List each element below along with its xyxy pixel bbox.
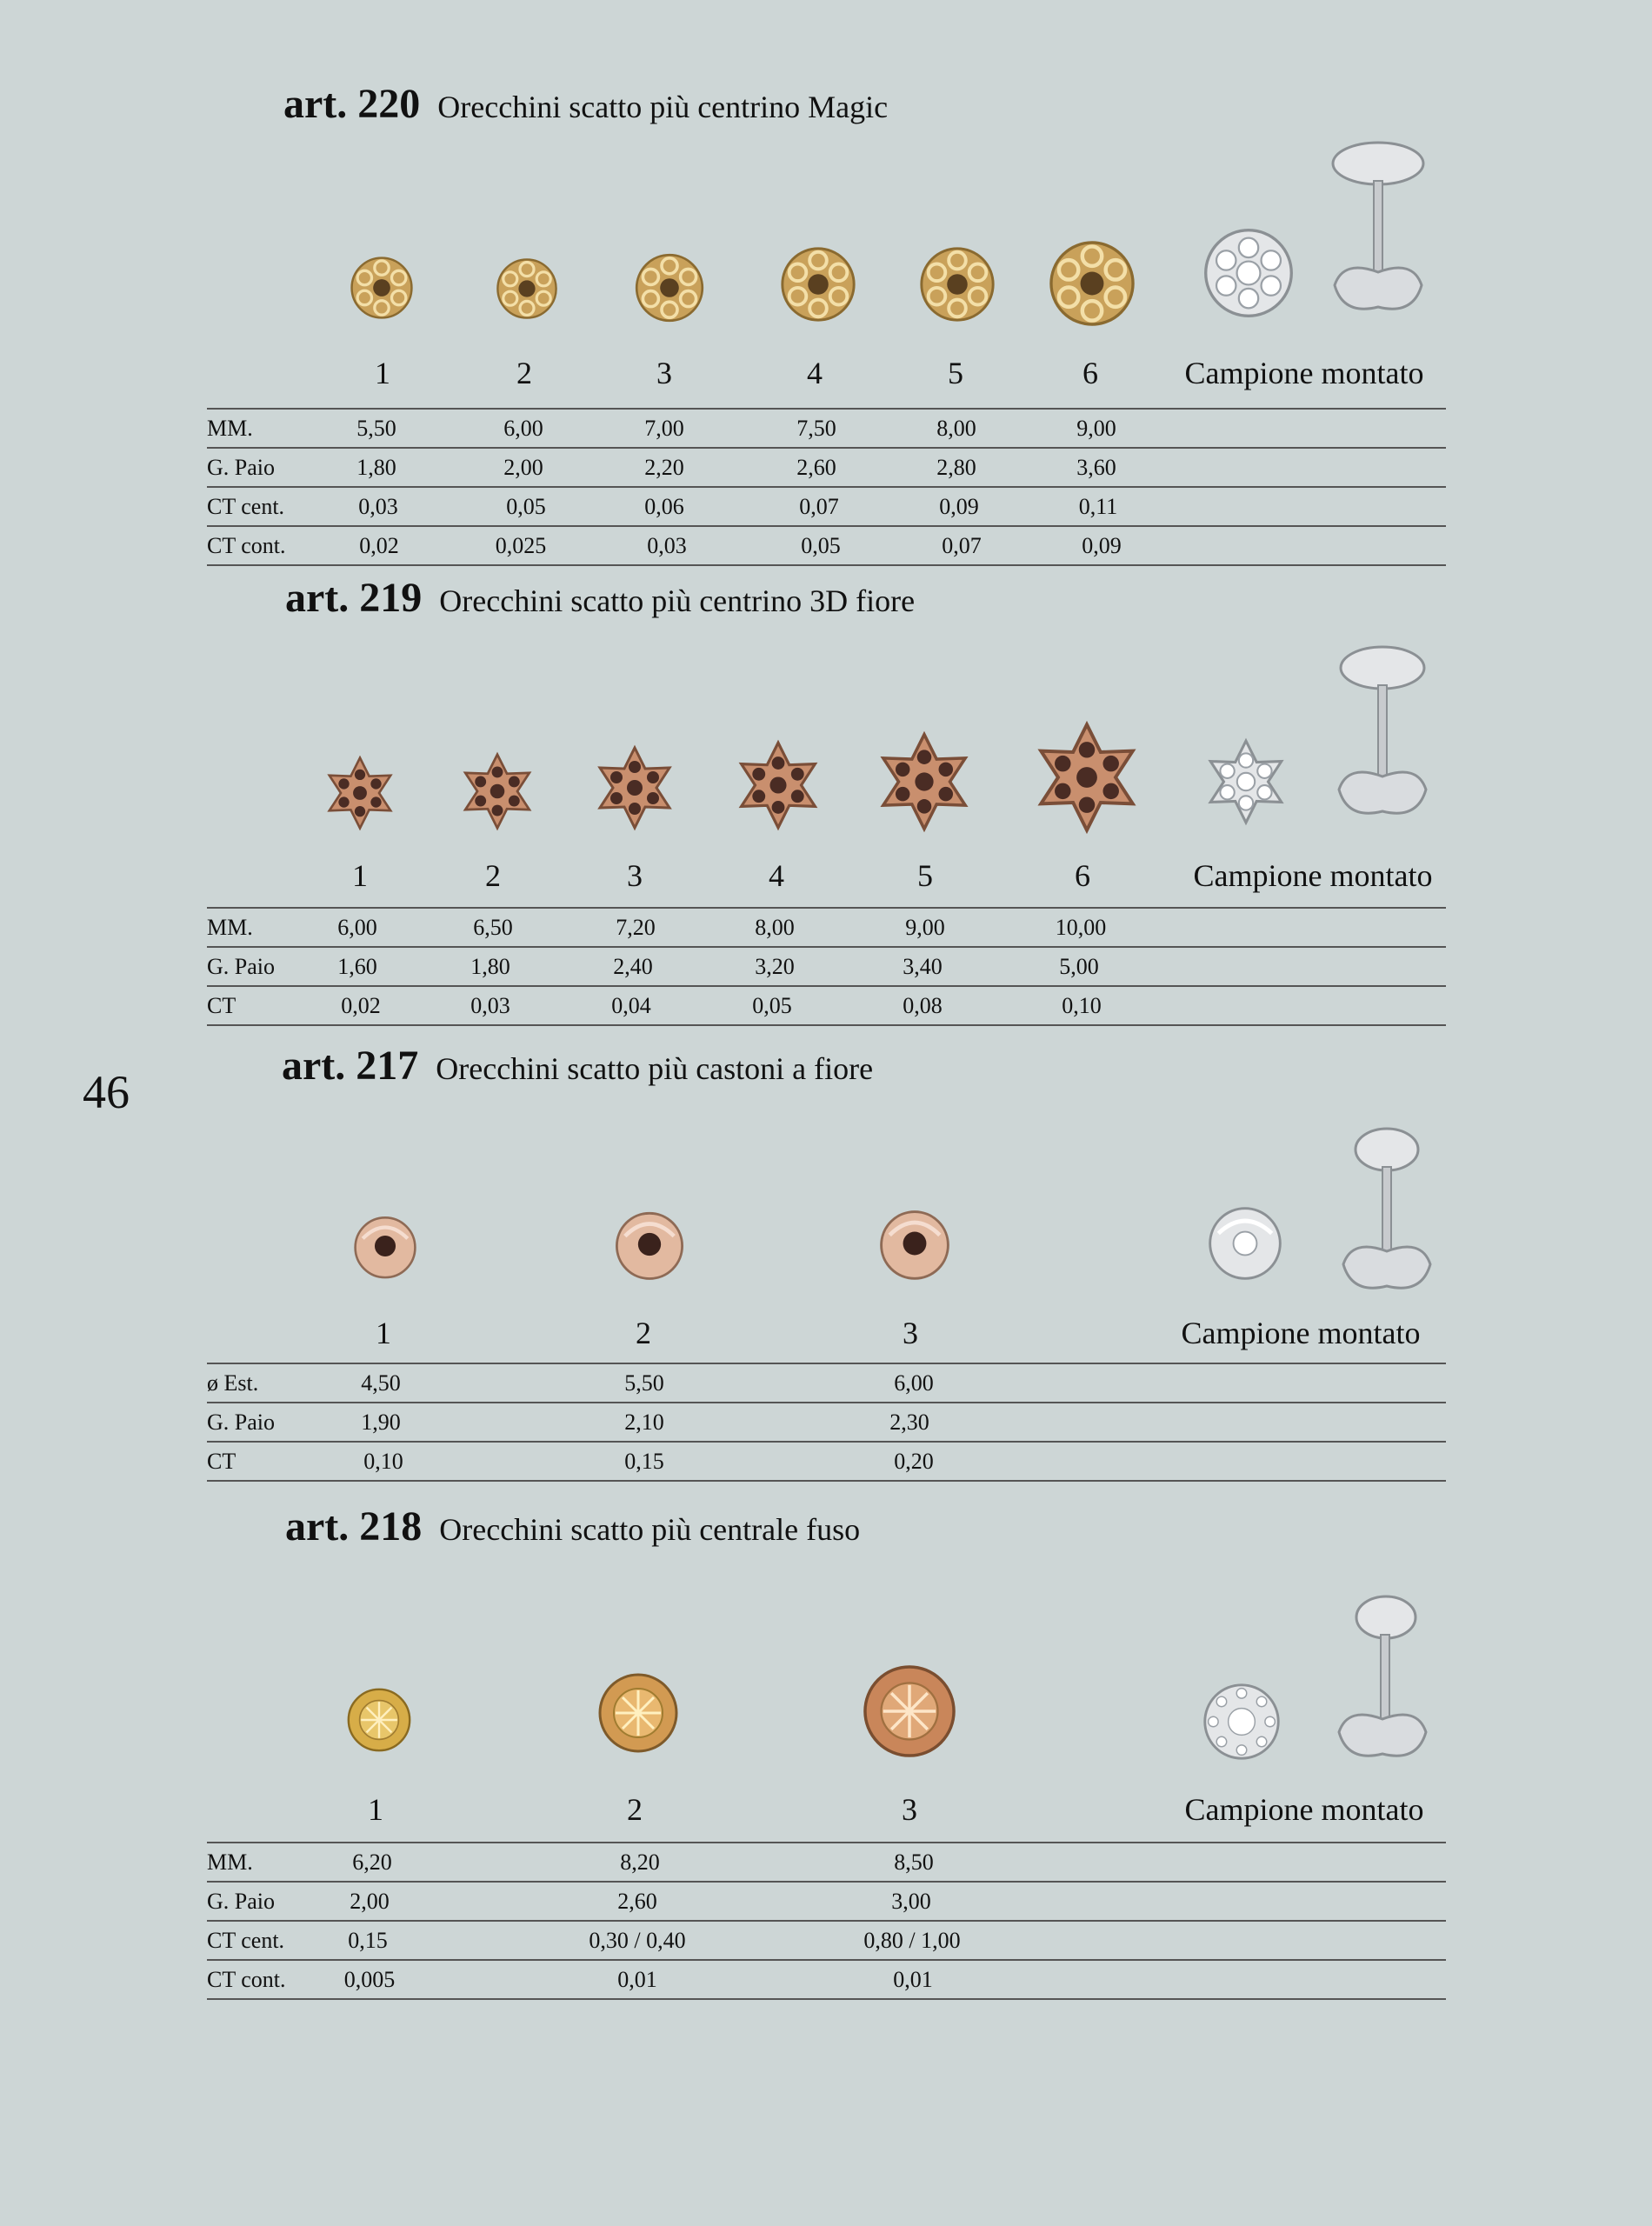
size-label: 3 [902,1792,917,1827]
earring-size-4-image [776,242,861,327]
table-cell: 1,80 [470,954,510,979]
table-cell: 0,07 [942,533,982,558]
spec-table [207,1363,1446,1482]
earring-size-6-image [1043,235,1141,332]
table-cell: 6,00 [503,416,543,441]
table-cell: 3,20 [755,954,795,979]
table-cell: 8,00 [755,915,795,940]
page-number: 46 [83,1066,130,1118]
row-label: G. Paio [207,954,275,979]
table-cell: 0,05 [506,494,546,519]
earring-size-5-image [915,242,1000,327]
article-number: art. 220 [283,81,421,127]
row-label: CT cent. [207,1928,285,1953]
size-label: 2 [516,356,532,390]
table-cell: 0,01 [893,1967,933,1992]
table-cell: 0,06 [644,494,684,519]
article-number: art. 217 [282,1043,419,1089]
table-cell: 6,20 [352,1849,392,1875]
table-cell: 0,08 [903,993,943,1018]
earring-size-2-image [595,1670,682,1756]
table-cell: 0,15 [348,1928,388,1953]
article-description: Orecchini scatto più centrale fuso [439,1512,861,1547]
table-row [207,1441,1446,1482]
table-cell: 2,80 [936,455,976,480]
table-cell: 5,50 [624,1370,664,1396]
size-label: 3 [627,858,643,893]
table-cell: 8,50 [894,1849,934,1875]
sample-front-image [1202,737,1290,826]
table-cell: 0,15 [624,1449,664,1474]
earring-size-1-image [348,1209,423,1283]
size-label: 4 [769,858,784,893]
earring-size-2-image [457,751,537,831]
section-title [283,80,888,128]
sample-front-image [1203,1202,1287,1285]
section-title [285,574,915,622]
table-cell: 8,20 [620,1849,660,1875]
article-number: art. 218 [285,1503,423,1550]
table-cell: 6,00 [337,915,377,940]
table-cell: 0,10 [363,1449,403,1474]
table-row [207,985,1446,1026]
table-row [207,486,1446,525]
table-row [207,1842,1446,1881]
table-row [207,447,1446,486]
spec-table [207,408,1446,566]
size-label: 5 [917,858,933,893]
table-cell: 1,80 [356,455,396,480]
row-label: CT [207,1449,236,1474]
row-label: MM. [207,915,253,940]
row-label: MM. [207,416,253,441]
section-title [285,1503,860,1550]
sample-label: Campione montato [1184,1792,1424,1827]
table-row [207,1959,1446,2000]
earring-size-1-image [322,755,398,831]
size-label: 1 [376,1316,391,1350]
table-cell: 10,00 [1055,915,1107,940]
size-label: 1 [352,858,368,893]
size-label: 2 [627,1792,643,1827]
table-row [207,525,1446,566]
earring-size-3-image [873,1202,956,1285]
size-label: 6 [1075,858,1090,893]
row-label: CT cent. [207,494,285,519]
table-cell: 5,00 [1059,954,1099,979]
table-cell: 0,80 / 1,00 [863,1928,961,1953]
table-cell: 8,00 [936,416,976,441]
size-label: 2 [485,858,501,893]
table-cell: 5,50 [356,416,396,441]
table-cell: 0,05 [752,993,792,1018]
article-description: Orecchini scatto più castoni a fiore [436,1051,874,1086]
size-label: 3 [656,356,672,390]
table-cell: 0,03 [358,494,398,519]
table-cell: 0,09 [939,494,979,519]
table-cell: 3,40 [903,954,943,979]
table-row [207,408,1446,447]
row-label: CT cont. [207,533,286,558]
table-cell: 2,40 [613,954,653,979]
size-label: 2 [636,1316,651,1350]
table-cell: 0,02 [359,533,399,558]
row-label: CT [207,993,236,1018]
row-label: ø Est. [207,1370,259,1396]
table-row [207,1881,1446,1920]
row-label: MM. [207,1849,253,1875]
table-cell: 0,02 [341,993,381,1018]
table-cell: 2,60 [796,455,836,480]
size-label: 3 [903,1316,918,1350]
table-cell: 9,00 [905,915,945,940]
table-cell: 2,60 [617,1889,657,1914]
spec-table [207,907,1446,1026]
sample-label: Campione montato [1184,356,1424,390]
table-cell: 3,60 [1076,455,1116,480]
table-row [207,907,1446,946]
size-label: 4 [807,356,823,390]
table-cell: 3,00 [891,1889,931,1914]
sample-label: Campione montato [1181,1316,1421,1350]
table-row [207,1920,1446,1959]
table-cell: 0,01 [617,1967,657,1992]
size-label: 6 [1082,356,1098,390]
table-cell: 0,11 [1078,494,1118,519]
table-cell: 7,50 [796,416,836,441]
earring-size-1-image [346,252,417,323]
table-cell: 9,00 [1076,416,1116,441]
size-label: 1 [368,1792,383,1827]
sample-front-image [1200,1680,1283,1763]
sample-side-image [1335,1125,1439,1308]
table-row [207,1363,1446,1402]
table-cell: 0,09 [1082,533,1122,558]
sample-side-image [1330,1593,1435,1776]
table-cell: 7,20 [616,915,656,940]
table-cell: 2,10 [624,1410,664,1435]
table-row [207,1402,1446,1441]
size-label: 1 [375,356,390,390]
article-number: art. 219 [285,575,423,621]
article-description: Orecchini scatto più centrino Magic [437,90,889,124]
earring-size-4-image [732,739,824,831]
sample-side-image [1330,642,1435,835]
earring-size-2-image [492,254,562,323]
spec-table [207,1842,1446,2000]
table-cell: 0,025 [495,533,547,558]
table-cell: 0,20 [894,1449,934,1474]
sample-label: Campione montato [1193,858,1433,893]
sample-front-image [1200,224,1297,322]
earring-size-3-image [630,249,709,327]
table-cell: 0,30 / 0,40 [589,1928,686,1953]
earring-size-5-image [873,730,976,833]
row-label: G. Paio [207,455,275,480]
table-cell: 0,03 [470,993,510,1018]
table-cell: 0,07 [799,494,839,519]
article-description: Orecchini scatto più centrino 3D fiore [439,583,916,618]
earring-size-3-image [859,1661,960,1762]
table-cell: 0,05 [801,533,841,558]
table-cell: 0,03 [647,533,687,558]
section-title [282,1042,873,1090]
table-cell: 2,30 [889,1410,929,1435]
table-cell: 2,00 [350,1889,390,1914]
sample-side-image [1326,137,1430,330]
table-cell: 6,50 [473,915,513,940]
table-cell: 2,00 [503,455,543,480]
earring-size-6-image [1029,720,1144,835]
table-cell: 7,00 [644,416,684,441]
row-label: CT cont. [207,1967,286,1992]
table-cell: 0,10 [1062,993,1102,1018]
size-label: 5 [948,356,963,390]
table-cell: 0,005 [343,1967,396,1992]
row-label: G. Paio [207,1410,275,1435]
table-cell: 1,90 [361,1410,401,1435]
table-cell: 2,20 [644,455,684,480]
row-label: G. Paio [207,1889,275,1914]
earring-size-2-image [609,1203,690,1285]
earring-size-3-image [591,744,678,831]
earring-size-1-image [344,1685,414,1755]
table-cell: 1,60 [337,954,377,979]
table-row [207,946,1446,985]
table-cell: 0,04 [611,993,651,1018]
table-cell: 6,00 [894,1370,934,1396]
table-cell: 4,50 [361,1370,401,1396]
